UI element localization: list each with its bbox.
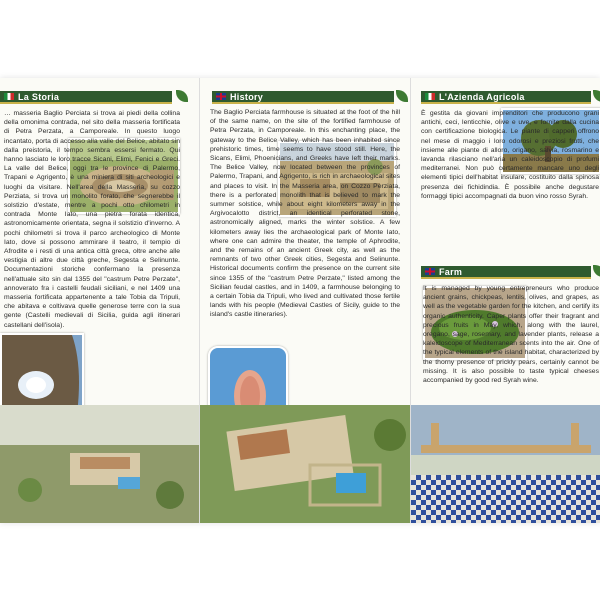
- panel-history: [199, 78, 410, 523]
- masseria-aerial-photo-center: [200, 405, 410, 523]
- la-storia-header: [0, 91, 172, 104]
- azienda-title: L'Azienda Agricola: [439, 91, 525, 102]
- panel-la-storia: [0, 78, 199, 523]
- panel-azienda-farm: [410, 78, 600, 523]
- farm-title: Farm: [439, 266, 463, 277]
- la-storia-title: La Storia: [18, 91, 60, 102]
- farm-text: It is managed by young entrepreneurs who produce ancient grains, chickpeas, lentils, olives, and grapes, as well as the vegetable garden for the kitchen, and certify its organic authenticity. Caper plants offer their fragrant and precious fruits in May, which, along with the laurel, oregano, sage, rosemary, and lavender plants, release a kaleidoscope of Mediterranean scents into the air. One of the typical elements of the island habitat, characterized by the thorny presence of prickly pears, certainly cannot be missing. It is also possible to taste typical cheeses accompanied by good red Syrah wine.: [423, 285, 599, 385]
- farm-header: [421, 266, 591, 279]
- la-storia-text: … masseria Baglio Perciata si trova ai piedi della collina della omonima contrada, nel sito della masseria fortificata di Petra Perzata, a Camporeale. In questo luogo incantato, porta di accesso alla valle del Belice, abitato sin dalla preistoria, il tempo sembra essersi fermato. Qui hanno lasciato le loro tracce Sicani, Elimi, Fenici e Greci. La valle del Belice, oggi tra le province di Palermo, Trapani e Agrigento, è una miniera di siti archeologici e luoghi da visitare. Nell'area della Masseria, su cozzo Perziata, si trova un monolito forato, che segnerebbe il solstizio d'estate, mentre a pochi otto chilometri in contrada Monte Iato, una pietra forata identica, astronomicamente orientata, segna il solstizio d'inverno. A pochi chilometri si trova il parco archeologico di Monte Iato, dove si possono ammirare il teatro, il tempio di Afrodite e i resti di una antica città greca, oltre anche alle vestigia di altre due città greche, Segesta e Selinunte. Documentazioni storiche confermano la presenza nell'attuale sito sin dal 1355 del "castrum Petre Perzate", annoverato fra i castelli feudali siciliani, e nel 1409 una masseria fortificata appartenente a tale Tobia da Tripuli, che abitava e coltivava quelle generose terre con la sua gente (Castelli medievali di Sicilia, guida agli itinerari castellani dell'isola).: [4, 110, 180, 329]
- history-header: [212, 91, 394, 104]
- azienda-text: È gestita da giovani imprenditori che producono grani antichi, ceci, lenticchie, olive e uve, e fornite dalla cucina con certificazione biologica. Le piante di capperi offrono nel mese di maggio i loro odorosi e preziosi frutti, che insieme alle piante di alloro, origano, salvia, rosmarino e lavanda rilasciano nell'aria un caleidoscopio di profumi mediterranei. Non può certamente mancare uno degli elementi tipici dell'habitat insulare, costituito dalla spinosa presenza dei fichidindia. È possibile anche degustare formaggi tipici accompagnati da buon vino rosso Syrah.: [421, 110, 599, 200]
- uk-flag-icon: [216, 93, 226, 100]
- history-title: History: [230, 91, 264, 102]
- masseria-aerial-photo-left: [0, 405, 199, 523]
- italy-flag-icon: [425, 93, 435, 100]
- leaf-icon: [176, 90, 188, 102]
- leaf-icon: [593, 265, 600, 277]
- terrace-photo: [411, 405, 600, 523]
- leaf-icon: [593, 90, 600, 102]
- italy-flag-icon: [4, 93, 14, 100]
- uk-flag-icon: [425, 268, 435, 275]
- leaf-icon: [396, 90, 408, 102]
- brochure-spread: [0, 78, 600, 523]
- history-text: The Baglio Perciata farmhouse is situated at the foot of the hill of the same name, on the site of the fortified farmhouse of Petra Perzata, in Camporeale. In this enchanting place, the gateway to the Belice Valley, which has been inhabited since prehistoric times, time seems to have stood still. Here, the Sicans, Elimi, Phoenicians, and Greeks have left their marks. The Belice Valley, now located between the provinces of Palermo, Trapani, and Agrigento, is rich in archaeological sites and places to visit. In the Masseria area, on Cozzo Perziata, there is a perforated monolith that is believed to mark the summer solstice, while about eight kilometers away in the Argivocalotto district, an identical perforated stone, astronomically aligned, marks the winter solstice. A few kilometers away lies the archaeological park of Monte Iato, where one can admire the theater, the temple of Aphrodite, and the remains of an ancient Greek city, as well as the remnants of two other Greek cities, Segesta and Selinunte. Historical documents confirm the presence on the current site since 1355 of the "castrum Petre Perzate," listed among the Sicilian feudal castles, and in 1409, a farmhouse belonging to a certain Tobia da Tripuli, who lived and cultivated those fertile lands with his people (Medieval Castles of Sicily, guide to the island's castle itineraries).: [210, 109, 400, 319]
- azienda-header: [421, 91, 591, 104]
